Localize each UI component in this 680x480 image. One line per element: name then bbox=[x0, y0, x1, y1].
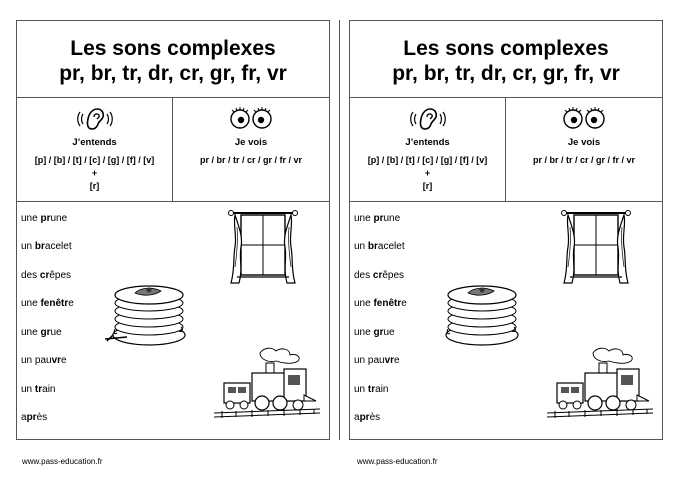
graphemes: pr / br / tr / cr / gr / fr / vr bbox=[199, 155, 303, 165]
list-item: une fenêtre bbox=[21, 298, 74, 309]
plus-sign: + bbox=[424, 168, 431, 178]
r-phoneme: [r] bbox=[89, 181, 100, 191]
list-item: un bracelet bbox=[21, 241, 72, 252]
list-item: des crêpes bbox=[21, 270, 72, 281]
list-item: après bbox=[21, 412, 48, 423]
list-item: un train bbox=[354, 384, 389, 395]
r-phoneme: [r] bbox=[422, 181, 433, 191]
card-subtitle: pr, br, tr, dr, cr, gr, fr, vr bbox=[59, 62, 287, 85]
phonemes: [p] / [b] / [t] / [c] / [g] / [f] / [v] bbox=[367, 155, 488, 165]
list-item: un bracelet bbox=[354, 241, 405, 252]
list-item: des crêpes bbox=[354, 270, 405, 281]
eyes-icon bbox=[228, 105, 274, 131]
see-label: Je vois bbox=[234, 137, 268, 148]
hear-label: J’entends bbox=[72, 137, 117, 148]
list-item: un train bbox=[21, 384, 56, 395]
list-item: une grue bbox=[21, 327, 62, 338]
list-item: une prune bbox=[354, 213, 401, 224]
plus-sign: + bbox=[91, 168, 98, 178]
list-item: une grue bbox=[354, 327, 395, 338]
hear-label: J’entends bbox=[405, 137, 450, 148]
list-item: après bbox=[354, 412, 381, 423]
list-item: une prune bbox=[21, 213, 68, 224]
lesson-card-right bbox=[349, 20, 663, 440]
hear-section bbox=[17, 97, 173, 201]
crepes-illustration bbox=[438, 277, 534, 357]
title-box bbox=[17, 21, 329, 98]
title-box bbox=[350, 21, 662, 98]
list-item: une fenêtre bbox=[354, 298, 407, 309]
crepes-illustration bbox=[105, 277, 201, 357]
graphemes: pr / br / tr / cr / gr / fr / vr bbox=[532, 155, 636, 165]
train-illustration bbox=[212, 343, 322, 423]
list-item: un pauvre bbox=[354, 355, 400, 366]
phonemes: [p] / [b] / [t] / [c] / [g] / [f] / [v] bbox=[34, 155, 155, 165]
list-item: un pauvre bbox=[21, 355, 67, 366]
see-label: Je vois bbox=[567, 137, 601, 148]
train-illustration bbox=[545, 343, 655, 423]
see-section bbox=[506, 97, 662, 201]
see-section bbox=[173, 97, 329, 201]
ear-icon bbox=[408, 105, 448, 133]
footer-url: www.pass-education.fr bbox=[357, 457, 438, 466]
eyes-icon bbox=[561, 105, 607, 131]
footer-url: www.pass-education.fr bbox=[22, 457, 103, 466]
card-subtitle: pr, br, tr, dr, cr, gr, fr, vr bbox=[392, 62, 620, 85]
card-title: Les sons complexes bbox=[70, 37, 276, 60]
page-divider bbox=[339, 20, 340, 440]
ear-icon bbox=[75, 105, 115, 133]
window-illustration bbox=[227, 207, 299, 289]
window-illustration bbox=[560, 207, 632, 289]
card-title: Les sons complexes bbox=[403, 37, 609, 60]
hear-section bbox=[350, 97, 506, 201]
lesson-card-left bbox=[16, 20, 330, 440]
sound-box bbox=[350, 97, 662, 202]
sound-box bbox=[17, 97, 329, 202]
